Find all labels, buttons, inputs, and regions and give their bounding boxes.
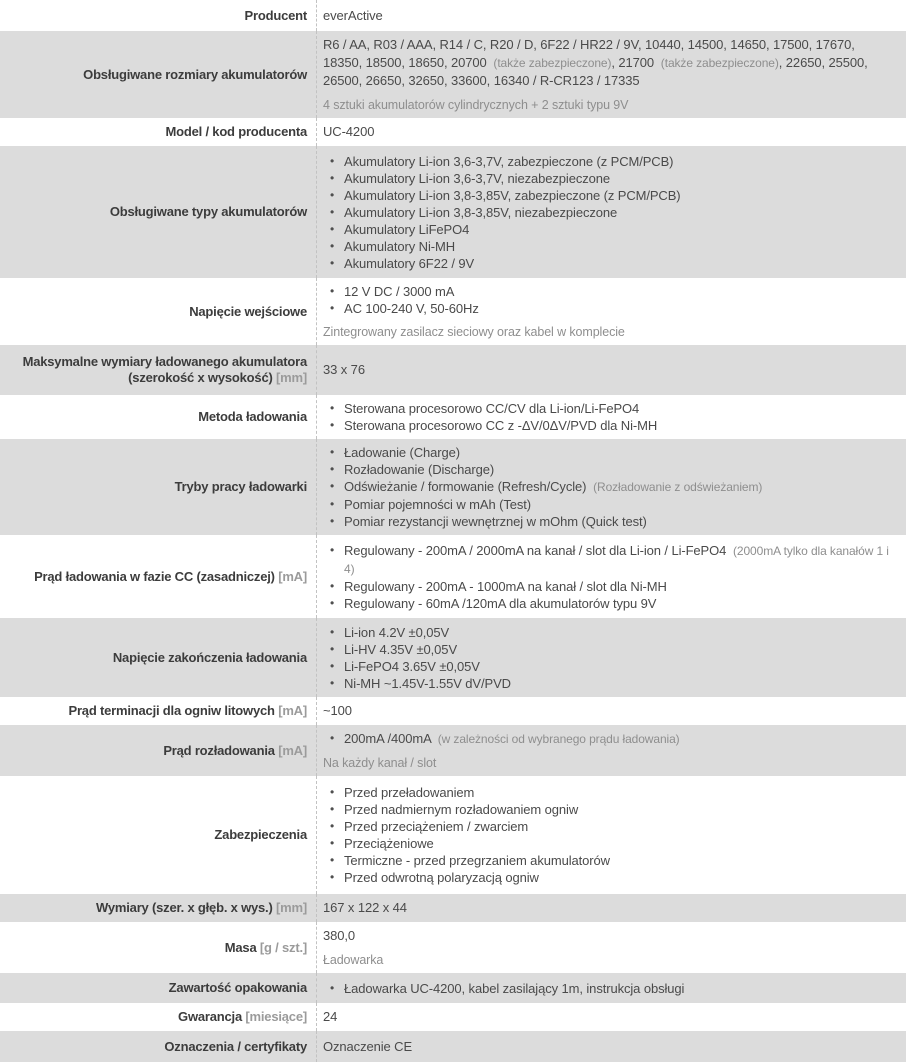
bullet-list	[323, 784, 890, 886]
text: Regulowany - 60mA /120mA dla akumulatorów typu 9V	[344, 595, 657, 611]
muted-text: [mm]	[276, 370, 307, 385]
spec-label-cell	[0, 439, 317, 535]
list-item	[323, 221, 890, 238]
spec-value-cell	[317, 1031, 906, 1062]
value-note	[323, 755, 890, 771]
spec-label	[110, 204, 307, 220]
text: Metoda ładowania	[198, 409, 307, 424]
spec-row	[0, 535, 906, 618]
text: 167 x 122 x 44	[323, 900, 407, 915]
text: Zawartość opakowania	[168, 980, 307, 995]
list-item	[323, 784, 890, 801]
value-text	[323, 702, 890, 720]
muted-text: [mm]	[276, 900, 307, 915]
text: Termiczne - przed przegrzaniem akumulatorów	[344, 853, 610, 868]
spec-value-cell	[317, 439, 906, 535]
muted-text: [mA]	[278, 742, 307, 758]
muted-text: (także zabezpieczone)	[657, 56, 779, 70]
value-text	[323, 7, 890, 25]
value-text	[323, 361, 890, 379]
text: Napięcie zakończenia ładowania	[112, 649, 307, 665]
text: 200mA /400mA	[344, 731, 435, 746]
spec-label-cell	[0, 278, 317, 345]
value-text	[323, 1008, 890, 1026]
list-item	[323, 675, 890, 692]
spec-label-cell	[0, 31, 317, 118]
bullet-list	[323, 444, 890, 530]
spec-row	[0, 776, 906, 894]
text: Gwarancja	[178, 1009, 246, 1024]
spec-row	[0, 894, 906, 922]
list-item	[323, 542, 890, 578]
text: 12 V DC / 3000 mA	[344, 284, 455, 299]
spec-label-cell	[0, 395, 317, 439]
list-item	[323, 641, 890, 658]
text: Na każdy kanał / slot	[323, 756, 437, 770]
list-item	[323, 300, 890, 317]
text: Prąd rozładowania	[163, 742, 279, 758]
list-item	[323, 513, 890, 530]
bullet-list	[323, 153, 890, 272]
text: Akumulatory Li-ion 3,8-3,85V, niezabezpieczone	[344, 204, 618, 220]
value-note	[323, 952, 890, 968]
spec-label-cell	[0, 697, 317, 725]
list-item	[323, 730, 890, 748]
spec-value-cell	[317, 278, 906, 345]
text: Regulowany - 200mA - 1000mA na kanał / slot dla Ni-MH	[344, 578, 667, 594]
spec-value-cell	[317, 395, 906, 439]
list-item	[323, 283, 890, 300]
muted-text: (w zależności od wybranego prądu ładowania)	[434, 732, 680, 746]
spec-label-cell	[0, 118, 317, 146]
text: Wymiary (szer. x głęb. x wys.)	[96, 900, 277, 915]
text: Producent	[244, 7, 307, 23]
spec-label	[113, 650, 307, 666]
list-item	[323, 204, 890, 221]
spec-label-cell	[0, 776, 317, 894]
text: Sterowana procesorowo CC/CV dla Li-ion/Li-FePO4	[344, 401, 640, 416]
spec-label-cell	[0, 725, 317, 776]
spec-row	[0, 0, 906, 31]
spec-label	[189, 304, 307, 320]
list-item	[323, 400, 890, 417]
spec-value-cell	[317, 0, 906, 31]
bullet-list	[323, 624, 890, 692]
value-text	[323, 1038, 890, 1056]
text: Ładowarka	[323, 953, 384, 967]
spec-row	[0, 345, 906, 395]
spec-row	[0, 1031, 906, 1062]
spec-value-cell	[317, 973, 906, 1003]
text: Ładowanie (Charge)	[344, 445, 460, 460]
text: Akumulatory 6F22 / 9V	[344, 255, 475, 271]
spec-value-cell	[317, 345, 906, 395]
spec-label-cell	[0, 1031, 317, 1062]
spec-row	[0, 395, 906, 439]
text: Rozładowanie (Discharge)	[344, 462, 495, 477]
list-item	[323, 578, 890, 595]
spec-value-cell	[317, 1003, 906, 1031]
text: Prąd terminacji dla ogniw litowych	[68, 703, 279, 718]
text: , 21700	[611, 55, 658, 70]
text: Obsługiwane typy akumulatorów	[109, 204, 307, 219]
spec-row	[0, 146, 906, 278]
muted-text: (2000mA tylko dla kanałów 1 i 4)	[344, 543, 889, 576]
spec-label	[214, 827, 307, 843]
spec-label-cell	[0, 973, 317, 1003]
text: Ni-MH ~1.45V-1.55V dV/PVD	[344, 675, 511, 691]
spec-label	[175, 479, 307, 495]
list-item	[323, 417, 890, 434]
text: Akumulatory LiFePO4	[344, 221, 470, 237]
text: Li-FePO4 3.65V ±0,05V	[344, 658, 480, 674]
text: UC-4200	[323, 124, 375, 139]
text: Oznaczenia / certyfikaty	[164, 1038, 307, 1054]
text: Obsługiwane rozmiary akumulatorów	[83, 66, 307, 82]
spec-label	[169, 980, 307, 996]
spec-label	[163, 743, 307, 759]
text: Przeciążeniowe	[344, 836, 434, 851]
spec-value-cell	[317, 776, 906, 894]
spec-row	[0, 973, 906, 1003]
list-item	[323, 478, 890, 496]
spec-row	[0, 725, 906, 776]
text: Oznaczenie CE	[323, 1038, 413, 1054]
text: Zintegrowany zasilacz sieciowy oraz kabel w komplecie	[323, 325, 625, 339]
bullet-list	[323, 980, 890, 997]
spec-row	[0, 31, 906, 118]
muted-text: (Rozładowanie z odświeżaniem)	[589, 480, 763, 494]
text: Sterowana procesorowo CC z -ΔV/0ΔV/PVD dla Ni-MH	[344, 418, 658, 433]
value-text	[323, 927, 890, 945]
spec-value-cell	[317, 922, 906, 973]
spec-value-cell	[317, 697, 906, 725]
text: Przed odwrotną polaryzacją ogniw	[344, 870, 539, 885]
text: Przed nadmiernym rozładowaniem ogniw	[344, 802, 579, 817]
text: Akumulatory Li-ion 3,6-3,7V, zabezpieczone (z PCM/PCB)	[344, 153, 674, 169]
spec-row	[0, 439, 906, 535]
muted-text: [miesiące]	[245, 1009, 307, 1024]
text: Li-HV 4.35V ±0,05V	[344, 641, 458, 657]
text: Zabezpieczenia	[214, 827, 307, 842]
text: 4 sztuki akumulatorów cylindrycznych + 2 sztuki typu 9V	[323, 98, 629, 112]
list-item	[323, 658, 890, 675]
list-item	[323, 980, 890, 997]
spec-label	[34, 569, 307, 585]
spec-row	[0, 618, 906, 697]
muted-text: [g / szt.]	[259, 939, 307, 955]
text: Masa	[224, 939, 260, 955]
text: Ładowarka UC-4200, kabel zasilający 1m, instrukcja obsługi	[344, 980, 685, 996]
spec-label	[245, 8, 307, 24]
text: ~100	[323, 703, 352, 718]
value-text	[323, 123, 890, 141]
spec-label	[178, 1009, 307, 1025]
text: Akumulatory Li-ion 3,6-3,7V, niezabezpieczone	[344, 170, 611, 186]
text: Przed przeciążeniem / zwarciem	[344, 819, 529, 834]
spec-label	[164, 1039, 307, 1055]
spec-label	[96, 900, 307, 916]
list-item	[323, 595, 890, 612]
spec-value-cell	[317, 31, 906, 118]
muted-text: [mA]	[278, 568, 307, 584]
list-item	[323, 496, 890, 513]
list-item	[323, 444, 890, 461]
spec-label	[166, 124, 308, 140]
list-item	[323, 835, 890, 852]
text: Prąd ładowania w fazie CC (zasadniczej)	[34, 568, 279, 584]
list-item	[323, 818, 890, 835]
spec-label-cell	[0, 618, 317, 697]
text: Tryby pracy ładowarki	[174, 479, 307, 494]
value-text	[323, 899, 890, 917]
text: Przed przeładowaniem	[344, 785, 475, 800]
list-item	[323, 852, 890, 869]
text: Odświeżanie / formowanie (Refresh/Cycle)	[344, 479, 590, 494]
spec-row	[0, 697, 906, 725]
text: Regulowany - 200mA / 2000mA na kanał / slot dla Li-ion / Li-FePO4	[344, 542, 730, 558]
list-item	[323, 153, 890, 170]
spec-label-cell	[0, 922, 317, 973]
spec-value-cell	[317, 535, 906, 618]
text: 380,0	[323, 928, 356, 943]
list-item	[323, 801, 890, 818]
list-item	[323, 869, 890, 886]
spec-label-cell	[0, 345, 317, 395]
text: Akumulatory Li-ion 3,8-3,85V, zabezpieczone (z PCM/PCB)	[344, 187, 681, 203]
text: AC 100-240 V, 50-60Hz	[344, 301, 479, 316]
text: Pomiar rezystancji wewnętrznej w mOhm (Quick test)	[344, 514, 647, 529]
spec-label	[225, 940, 307, 956]
text: Model / kod producenta	[165, 124, 307, 139]
list-item	[323, 238, 890, 255]
bullet-list	[323, 730, 890, 748]
spec-label-cell	[0, 1003, 317, 1031]
text: Maksymalne wymiary ładowanego akumulatora (szerokość x wysokość)	[22, 354, 307, 385]
spec-label	[198, 409, 307, 425]
text: R6 / AA, R03 / AAA, R14 / C, R20 / D, 6F22 / HR22 / 9V, 10440, 14500, 14650, 17500, 17670, 18350, 18500, 18650, 20700	[323, 37, 855, 70]
list-item	[323, 187, 890, 204]
text: Napięcie wejściowe	[189, 303, 307, 319]
spec-row	[0, 1003, 906, 1031]
spec-label	[4, 354, 307, 386]
spec-label-cell	[0, 146, 317, 278]
spec-label	[68, 703, 307, 719]
muted-text: (także zabezpieczone)	[490, 56, 612, 70]
spec-label-cell	[0, 535, 317, 618]
text: 24	[323, 1009, 338, 1024]
spec-label-cell	[0, 894, 317, 922]
value-text	[323, 36, 890, 90]
list-item	[323, 624, 890, 641]
text: everActive	[323, 7, 383, 23]
spec-value-cell	[317, 118, 906, 146]
spec-value-cell	[317, 894, 906, 922]
text: , 22650, 25500, 26500, 26650, 32650, 33600, 16340 / R-CR123 / 17335	[323, 55, 868, 88]
text: 33 x 76	[323, 362, 365, 377]
value-note	[323, 324, 890, 340]
muted-text: [mA]	[278, 703, 307, 718]
spec-value-cell	[317, 146, 906, 278]
spec-value-cell	[317, 725, 906, 776]
text: Pomiar pojemności w mAh (Test)	[344, 497, 531, 512]
spec-row	[0, 922, 906, 973]
spec-label	[83, 67, 307, 83]
spec-row	[0, 278, 906, 345]
bullet-list	[323, 400, 890, 434]
list-item	[323, 461, 890, 478]
spec-row	[0, 118, 906, 146]
bullet-list	[323, 542, 890, 612]
value-note	[323, 97, 890, 113]
list-item	[323, 255, 890, 272]
spec-value-cell	[317, 618, 906, 697]
text: Akumulatory Ni-MH	[344, 238, 455, 254]
bullet-list	[323, 283, 890, 317]
text: Li-ion 4.2V ±0,05V	[344, 624, 450, 640]
spec-label-cell	[0, 0, 317, 31]
list-item	[323, 170, 890, 187]
